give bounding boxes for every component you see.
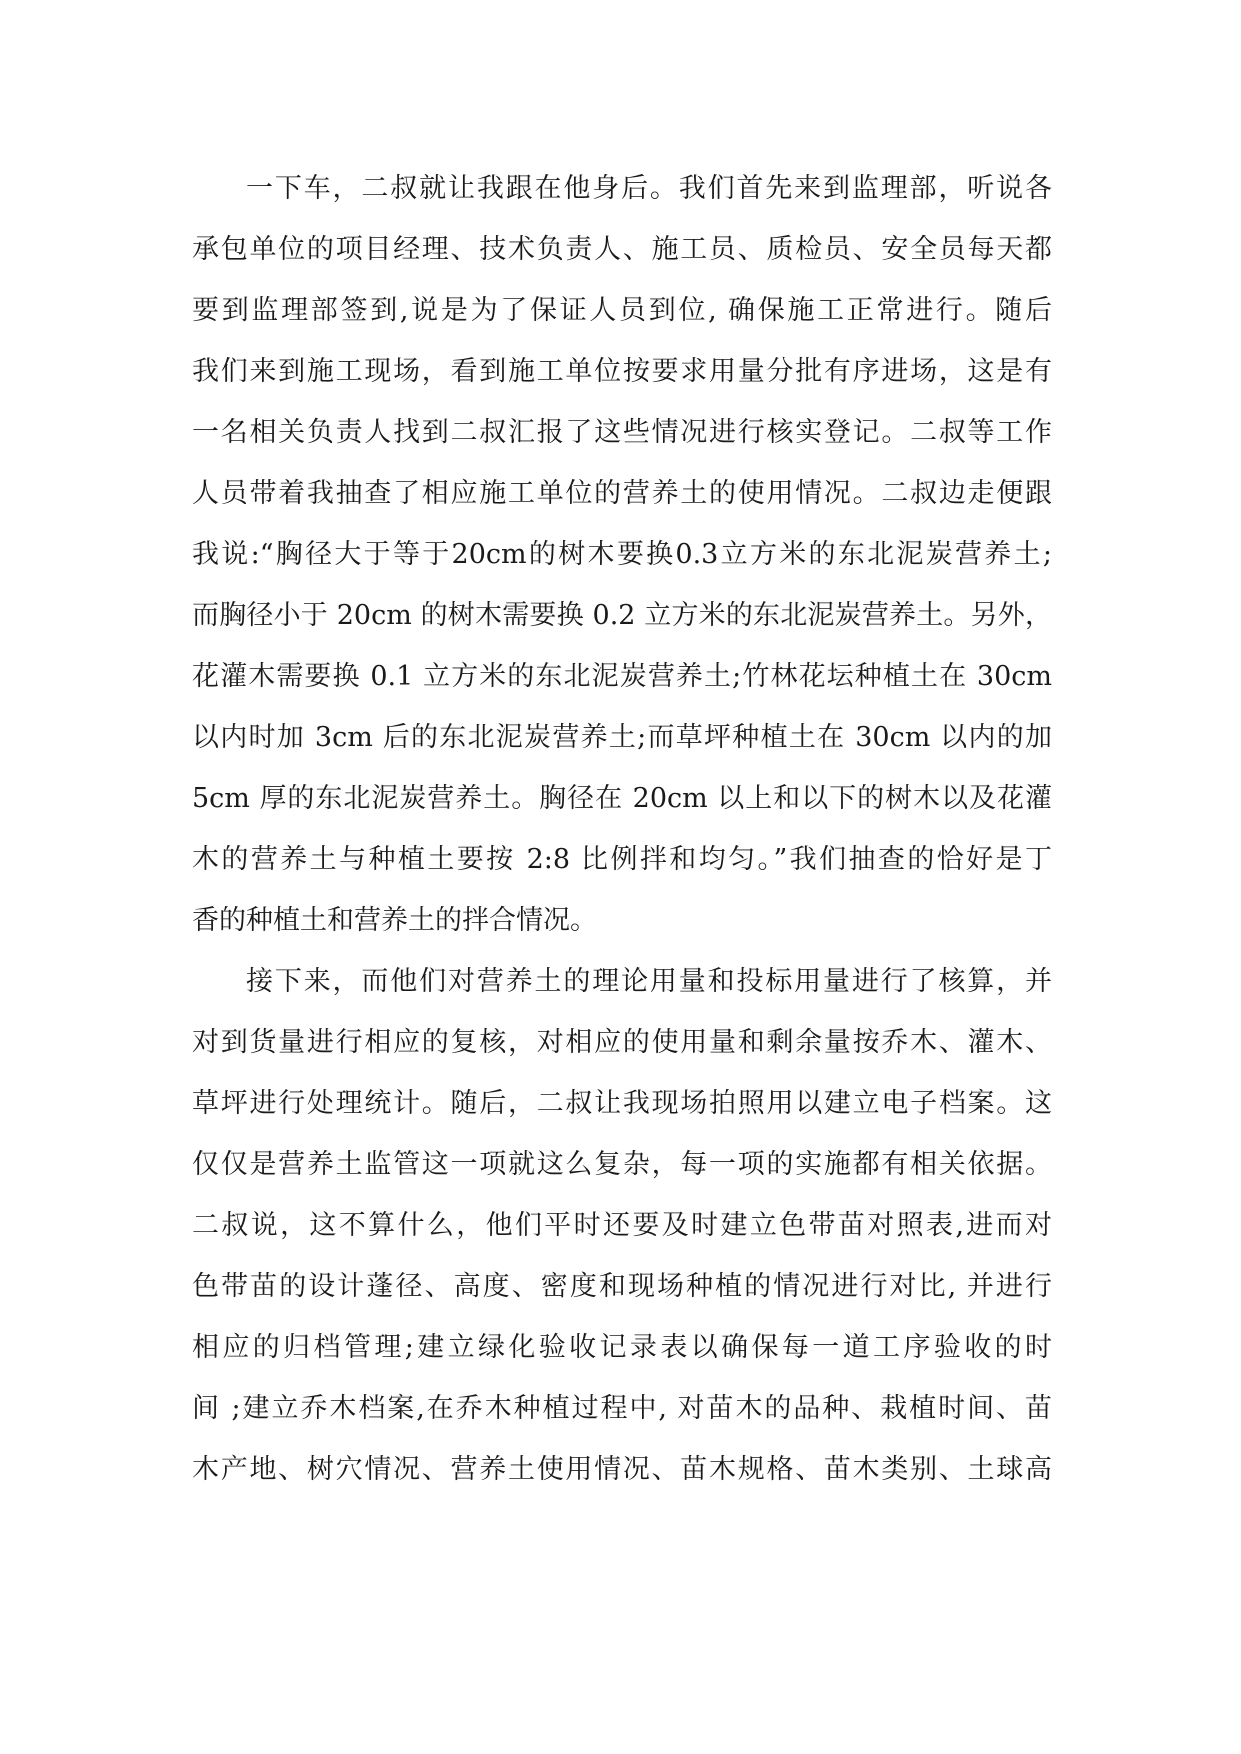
paragraph-2-line-7: 相应的归档管理;建立绿化验收记录表以确保每一道工序验收的时 <box>192 1332 1052 1363</box>
paragraph-1-line-3: 要到监理部签到,说是为了保证人员到位, 确保施工正常进行。随后 <box>192 295 1052 326</box>
paragraph-1-line-12: 木的营养土与种植土要按 2:8 比例拌和均匀。”我们抽查的恰好是丁 <box>192 844 1052 875</box>
paragraph-1-line-1: 一下车，二叔就让我跟在他身后。我们首先来到监理部，听说各 <box>246 173 1052 204</box>
paragraph-1-line-4: 我们来到施工现场，看到施工单位按要求用量分批有序进场，这是有 <box>192 356 1052 387</box>
paragraph-1-line-2: 承包单位的项目经理、技术负责人、施工员、质检员、安全员每天都 <box>192 234 1052 265</box>
paragraph-2-line-2: 对到货量进行相应的复核，对相应的使用量和剩余量按乔木、灌木、 <box>192 1027 1052 1058</box>
paragraph-2-line-5: 二叔说，这不算什么，他们平时还要及时建立色带苗对照表,进而对 <box>192 1210 1052 1241</box>
paragraph-1-line-5: 一名相关负责人找到二叔汇报了这些情况进行核实登记。二叔等工作 <box>192 417 1052 448</box>
paragraph-2-line-4: 仅仅是营养土监管这一项就这么复杂，每一项的实施都有相关依据。 <box>192 1149 1052 1180</box>
paragraph-1-line-13: 香的种植土和营养土的拌合情况。 <box>192 905 597 936</box>
paragraph-1-line-10: 以内时加 3cm 后的东北泥炭营养土;而草坪种植土在 30cm 以内的加 <box>192 722 1052 753</box>
paragraph-2-line-6: 色带苗的设计蓬径、高度、密度和现场种植的情况进行对比, 并进行 <box>192 1271 1052 1302</box>
paragraph-2-line-3: 草坪进行处理统计。随后，二叔让我现场拍照用以建立电子档案。这 <box>192 1088 1052 1119</box>
paragraph-2-line-8: 间 ;建立乔木档案,在乔木种植过程中, 对苗木的品种、栽植时间、苗 <box>192 1393 1052 1424</box>
paragraph-1-line-6: 人员带着我抽查了相应施工单位的营养土的使用情况。二叔边走便跟 <box>192 478 1052 509</box>
paragraph-1-line-8: 而胸径小于 20cm 的树木需要换 0.2 立方米的东北泥炭营养土。另外， <box>192 600 1052 631</box>
paragraph-1-line-11: 5cm 厚的东北泥炭营养土。胸径在 20cm 以上和以下的树木以及花灌 <box>192 783 1052 814</box>
paragraph-1-line-7: 我说:“胸径大于等于20cm的树木要换0.3立方米的东北泥炭营养土; <box>192 539 1052 570</box>
body-text <box>192 158 1052 1500</box>
paragraph-1-line-9: 花灌木需要换 0.1 立方米的东北泥炭营养土;竹林花坛种植土在 30cm <box>192 661 1052 692</box>
paragraph-2-line-1: 接下来，而他们对营养土的理论用量和投标用量进行了核算，并 <box>246 966 1052 997</box>
paragraph-2-line-9: 木产地、树穴情况、营养土使用情况、苗木规格、苗木类别、土球高 <box>192 1454 1052 1485</box>
